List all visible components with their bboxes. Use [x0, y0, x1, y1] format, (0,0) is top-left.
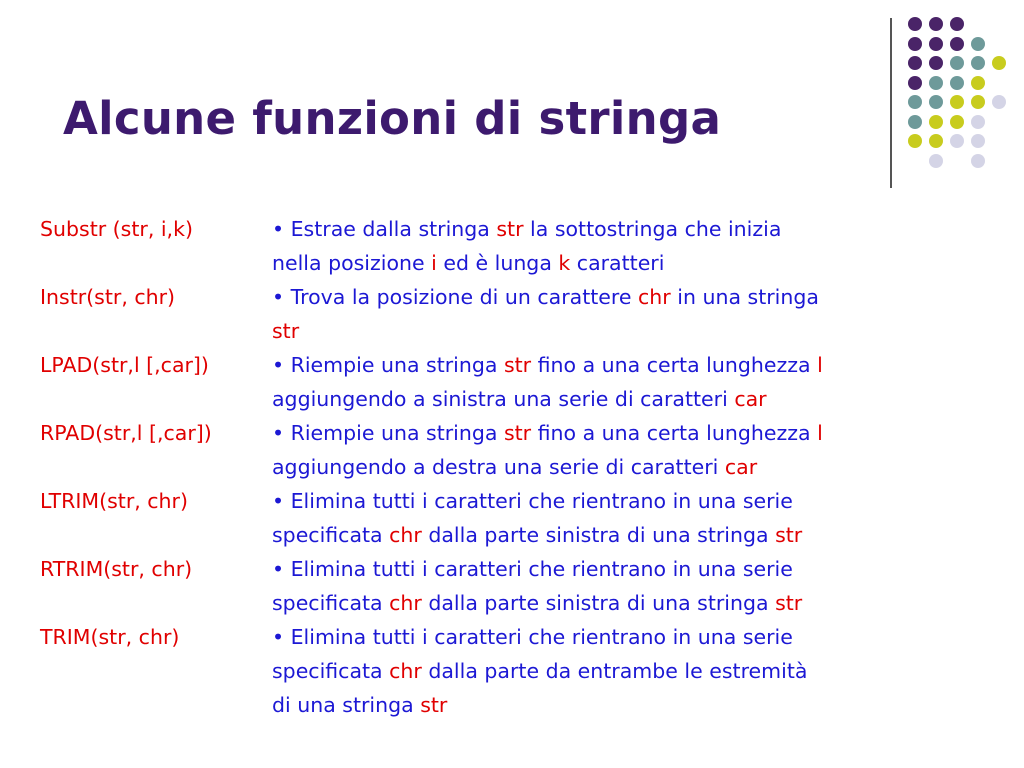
function-signature: RTRIM(str, chr): [40, 557, 193, 581]
dot-teal: [929, 76, 943, 90]
parameter-name: l: [817, 421, 823, 445]
description-text: • Trova la posizione di un carattere: [272, 285, 639, 309]
dot-teal: [908, 95, 922, 109]
dot-teal: [908, 115, 922, 129]
slide-title: Alcune funzioni di stringa: [63, 92, 722, 145]
function-description: [272, 280, 982, 348]
description-text: nella posizione: [272, 251, 432, 275]
dot-purple: [908, 76, 922, 90]
dot-purple: [929, 37, 943, 51]
function-row: [40, 416, 1000, 484]
parameter-name: str: [775, 591, 803, 615]
parameter-name: l: [817, 353, 823, 377]
function-description: [272, 620, 982, 722]
description-line: [272, 382, 982, 416]
dot-lavender: [971, 115, 985, 129]
parameter-name: chr: [638, 285, 671, 309]
parameter-name: str: [420, 693, 448, 717]
function-list: [40, 212, 1000, 722]
function-description: [272, 212, 982, 280]
description-text: ed è lunga: [436, 251, 559, 275]
description-text: • Elimina tutti i caratteri che rientrano in una serie: [272, 625, 793, 649]
description-line: [272, 246, 982, 280]
description-text: specificata: [272, 659, 390, 683]
dot-purple: [950, 17, 964, 31]
dot-purple: [950, 37, 964, 51]
description-line: [272, 688, 982, 722]
description-text: aggiungendo a destra una serie di caratteri: [272, 455, 725, 479]
parameter-name: chr: [389, 659, 422, 683]
function-row: [40, 212, 1000, 280]
description-text: • Estrae dalla stringa: [272, 217, 497, 241]
function-description: [272, 484, 982, 552]
dot-lavender: [950, 134, 964, 148]
parameter-name: k: [558, 251, 571, 275]
description-text: dalla parte da entrambe le estremità: [421, 659, 808, 683]
function-signature: LTRIM(str, chr): [40, 489, 188, 513]
description-line: [272, 314, 982, 348]
function-signature: TRIM(str, chr): [40, 625, 180, 649]
dot-lavender: [971, 154, 985, 168]
description-text: di una stringa: [272, 693, 421, 717]
dot-yellow: [950, 115, 964, 129]
function-description: [272, 416, 982, 484]
divider-line: [890, 18, 892, 188]
dot-teal: [950, 76, 964, 90]
dot-yellow: [992, 56, 1006, 70]
dot-teal: [929, 95, 943, 109]
dot-yellow: [971, 95, 985, 109]
parameter-name: str: [503, 421, 532, 445]
dot-yellow: [971, 76, 985, 90]
description-text: • Elimina tutti i caratteri che rientrano in una serie: [272, 557, 793, 581]
dot-purple: [908, 37, 922, 51]
dot-teal: [971, 56, 985, 70]
description-line: [272, 416, 982, 450]
parameter-name: str: [503, 353, 532, 377]
description-line: [272, 518, 982, 552]
function-description: [272, 552, 982, 620]
parameter-name: i: [431, 251, 437, 275]
function-row: [40, 620, 1000, 722]
parameter-name: chr: [389, 591, 422, 615]
description-text: aggiungendo a sinistra una serie di caratteri: [272, 387, 735, 411]
dot-yellow: [929, 115, 943, 129]
description-line: [272, 450, 982, 484]
dot-lavender: [992, 95, 1006, 109]
description-text: fino a una certa lunghezza: [531, 421, 818, 445]
description-text: dalla parte sinistra di una stringa: [421, 591, 776, 615]
parameter-name: str: [272, 319, 300, 343]
description-line: [272, 552, 982, 586]
description-text: specificata: [272, 591, 390, 615]
dot-purple: [908, 56, 922, 70]
description-text: caratteri: [570, 251, 665, 275]
description-text: • Riempie una stringa: [272, 421, 504, 445]
function-signature: Substr (str, i,k): [40, 217, 193, 241]
dot-yellow: [908, 134, 922, 148]
description-text: la sottostringa che inizia: [523, 217, 782, 241]
description-text: • Riempie una stringa: [272, 353, 504, 377]
dot-purple: [929, 17, 943, 31]
function-row: [40, 552, 1000, 620]
dot-lavender: [929, 154, 943, 168]
dot-yellow: [929, 134, 943, 148]
parameter-name: car: [734, 387, 767, 411]
description-text: specificata: [272, 523, 390, 547]
description-line: [272, 212, 982, 246]
parameter-name: chr: [389, 523, 422, 547]
parameter-name: car: [724, 455, 758, 479]
description-text: fino a una certa lunghezza: [531, 353, 818, 377]
function-row: [40, 348, 1000, 416]
description-text: in una stringa: [670, 285, 819, 309]
function-signature: Instr(str, chr): [40, 285, 176, 309]
description-line: [272, 586, 982, 620]
description-line: [272, 484, 982, 518]
dot-yellow: [950, 95, 964, 109]
parameter-name: str: [775, 523, 803, 547]
description-text: • Elimina tutti i caratteri che rientrano in una serie: [272, 489, 793, 513]
function-signature: RPAD(str,l [,car]): [40, 421, 212, 445]
function-signature: LPAD(str,l [,car]): [40, 353, 209, 377]
function-description: [272, 348, 982, 416]
function-row: [40, 484, 1000, 552]
dot-lavender: [971, 134, 985, 148]
description-text: dalla parte sinistra di una stringa: [421, 523, 776, 547]
description-line: [272, 348, 982, 382]
dot-teal: [971, 37, 985, 51]
description-line: [272, 620, 982, 654]
description-line: [272, 280, 982, 314]
description-line: [272, 654, 982, 688]
function-row: [40, 280, 1000, 348]
dot-teal: [950, 56, 964, 70]
dot-purple: [908, 17, 922, 31]
dot-purple: [929, 56, 943, 70]
parameter-name: str: [496, 217, 524, 241]
